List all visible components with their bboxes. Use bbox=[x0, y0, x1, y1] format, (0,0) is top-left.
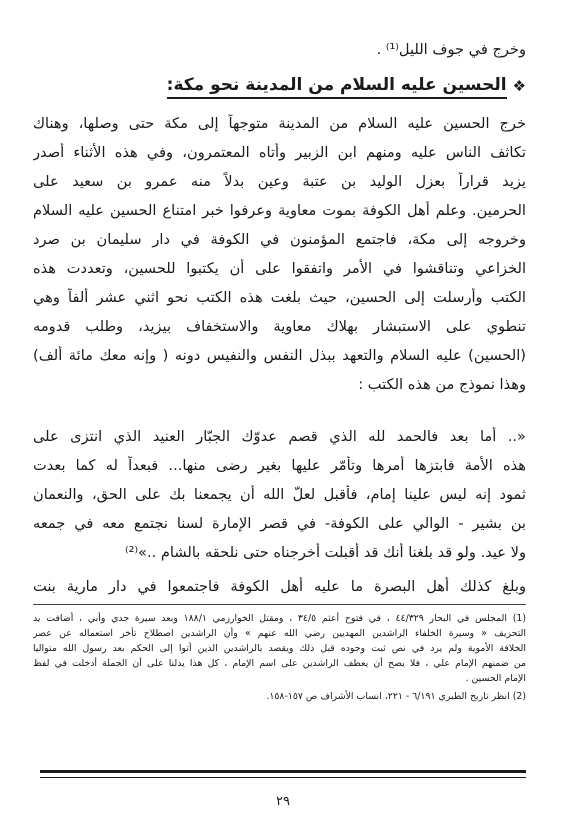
footnote-line: التحريف « وسيرة الخلفاء الراشدين المهديين رضي الله عنهم » وأن الراشدين اصطلاح تأخر استعماله عن عصر bbox=[33, 628, 526, 639]
quote-line: ثمود إنه ليس علينا إمام، فأقبل لعلّ الله أن يجمعنا بك على الحق، والنعمان bbox=[33, 486, 526, 503]
footnote-line: الخلافة الأموية ولم يرد في نص ثبت وجوده قبل ذلك ويقصد بالراشدين الذين أتوا إلى الحكم بعد رسول الله متواليا bbox=[33, 643, 526, 654]
body-line: الكتب وأرسلت إلى الحسين، حيث بلغت هذه الكتب نحو اثني عشر ألفاً وهي bbox=[33, 289, 526, 306]
diamond-bullet-icon: ❖ bbox=[512, 77, 526, 95]
page-number: ٢٩ bbox=[276, 794, 290, 809]
body-line: وخروجه إلى مكة، فاجتمع المؤمنون في الكوفة في دار سليمان بن صرد bbox=[33, 231, 526, 248]
footnote-line: (2) انظر تاريخ الطبري ٦/١٩١ - ٢٢١، انساب الأشراف ص ١٥٧-١٥٨. bbox=[266, 691, 526, 702]
heading-text: الحسين عليه السلام من المدينة نحو مكة: bbox=[167, 74, 507, 99]
quote-line: بن بشير - الوالي على الكوفة- في قصر الإمارة لسنا نجتمع معه في جمعه bbox=[33, 515, 526, 532]
body-line: الحرمين. وعلم أهل الكوفة بموت معاوية وعرفوا خبر امتناع الحسين عليه السلام bbox=[33, 202, 526, 219]
body-line: يزيد قراراً بعزل الوليد بن عتبة وعين بدلاً منه عمرو بن سعيد على bbox=[33, 173, 526, 190]
body-line: وبلغ كذلك أهل البصرة ما عليه أهل الكوفة فاجتمعوا في دار مارية بنت bbox=[33, 578, 526, 595]
body-line: تنطوي على الاستبشار بهلاك معاوية والاستخفاف بيزيد، وطلب قدومه bbox=[33, 318, 526, 335]
footnote-line: من ضمنهم الإمام علي ، فلا يصح أن يعطف الراشدين على اسم الإمام ، كل هذا يدلنا على أن الجملة أدخلت في لفظ bbox=[33, 658, 526, 669]
body-line: الخزاعي وتناقشوا في الأمر واتفقوا على أن يكتبوا للحسين، وتعددت هذه bbox=[33, 260, 526, 277]
footnote-separator bbox=[33, 604, 526, 605]
quote-line: ولا عيد. ولو قد بلغنا أنك قد أقبلت أخرجناه حتى نلحقه بالشام ..»⁽²⁾ bbox=[124, 544, 526, 561]
footer-rule-thin bbox=[40, 777, 526, 778]
section-heading bbox=[33, 72, 526, 100]
quote-line: هذه الأمة فابتزها أمرها وتأمّر عليها بغير رضى منها... فبعداً له كما بعدت bbox=[33, 457, 526, 474]
top-line: وخرج في جوف الليل⁽¹⁾ . bbox=[376, 41, 526, 58]
quote-line: «.. أما بعد فالحمد لله الذي قصم عدوّك الجبّار العنيد الذي انتزى على bbox=[33, 428, 526, 445]
body-line: خرج الحسين عليه السلام من المدينة متوجهاً إلى مكة حتى وصلها، وهناك bbox=[33, 115, 526, 132]
footer-rule-thick bbox=[40, 770, 526, 773]
body-line: تكاثف الناس عليه ومنهم ابن الزبير وأتاه المعتمرون، وفي هذه الأثناء أصدر bbox=[33, 144, 526, 161]
footnote-line: (1) المجلس في البحار ٤٤/٣٢٩ ، في فتوح أعثم ٣٤/٥ ، ومقتل الخوارزمي ١٨٨/١ وبعد سيرة جدي وأبي ، أضافت يد bbox=[33, 613, 526, 624]
body-line: وهذا نموذج من هذه الكتب : bbox=[358, 376, 526, 393]
footnote-line: الإمام الحسين . bbox=[465, 673, 526, 684]
body-line: (الحسين) عليه السلام والتعهد ببذل النفس والنفيس دونه ( وإنه معك مائة ألف) bbox=[33, 347, 526, 364]
